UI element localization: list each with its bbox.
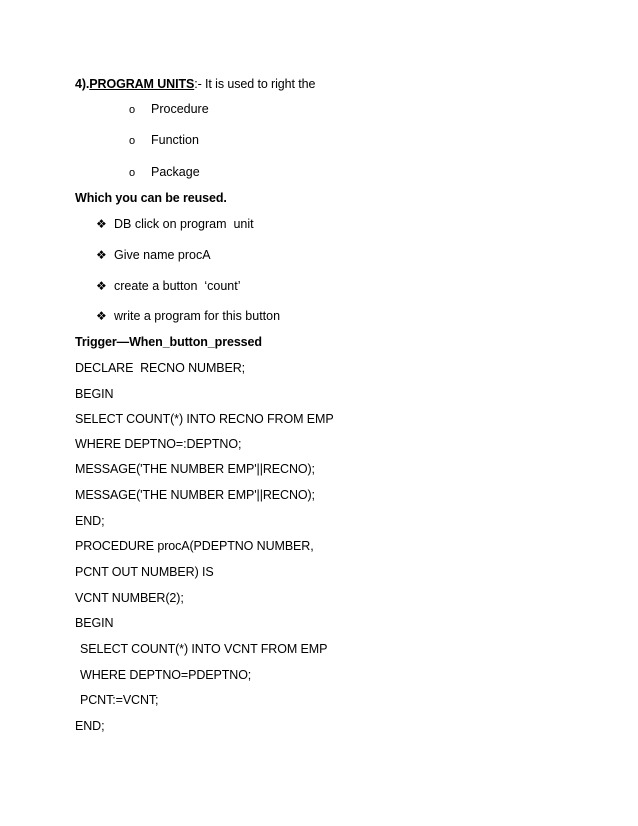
code-line: SELECT COUNT(*) INTO RECNO FROM EMP bbox=[75, 412, 334, 426]
code-line: END; bbox=[75, 719, 105, 733]
code-line: WHERE DEPTNO=:DEPTNO; bbox=[75, 437, 242, 451]
list-item-text: DB click on program unit bbox=[114, 217, 254, 231]
list-item-text: Package bbox=[151, 165, 200, 179]
list-item bbox=[96, 308, 280, 324]
heading-title: PROGRAM UNITS bbox=[89, 77, 195, 91]
code-line: PCNT:=VCNT; bbox=[80, 693, 159, 707]
list-item bbox=[129, 101, 209, 118]
list-item-text: create a button ‘count’ bbox=[114, 279, 241, 293]
list-item-text: Give name procA bbox=[114, 248, 211, 262]
trigger-line: Trigger—When_button_pressed bbox=[75, 335, 262, 349]
list-item bbox=[96, 216, 254, 232]
code-line: BEGIN bbox=[75, 387, 114, 401]
code-line: END; bbox=[75, 514, 105, 528]
heading-number: 4). bbox=[75, 77, 90, 91]
code-line: PCNT OUT NUMBER) IS bbox=[75, 565, 214, 579]
list-item bbox=[129, 132, 199, 149]
list-item bbox=[96, 247, 211, 263]
code-line: PROCEDURE procA(PDEPTNO NUMBER, bbox=[75, 539, 314, 553]
diamond-bullet-icon: ❖ bbox=[96, 309, 107, 323]
code-line: DECLARE RECNO NUMBER; bbox=[75, 361, 246, 375]
code-line: MESSAGE('THE NUMBER EMP'||RECNO); bbox=[75, 462, 315, 476]
code-line: SELECT COUNT(*) INTO VCNT FROM EMP bbox=[80, 642, 328, 656]
circle-bullet-icon: o bbox=[129, 104, 136, 116]
list-item-text: write a program for this button bbox=[114, 309, 281, 323]
code-line: WHERE DEPTNO=PDEPTNO; bbox=[80, 668, 252, 682]
code-line: MESSAGE('THE NUMBER EMP'||RECNO); bbox=[75, 488, 315, 502]
list-item bbox=[129, 164, 200, 181]
reused-line: Which you can be reused. bbox=[75, 191, 227, 205]
circle-bullet-icon: o bbox=[129, 167, 136, 179]
section-heading bbox=[75, 76, 315, 92]
diamond-bullet-icon: ❖ bbox=[96, 217, 107, 231]
circle-bullet-icon: o bbox=[129, 135, 136, 147]
code-line: VCNT NUMBER(2); bbox=[75, 591, 184, 605]
diamond-bullet-icon: ❖ bbox=[96, 248, 107, 262]
diamond-bullet-icon: ❖ bbox=[96, 279, 107, 293]
code-line: BEGIN bbox=[75, 616, 114, 630]
list-item-text: Function bbox=[151, 133, 199, 147]
list-item-text: Procedure bbox=[151, 102, 209, 116]
heading-rest: :- It is used to right the bbox=[194, 77, 316, 91]
list-item bbox=[96, 278, 240, 294]
